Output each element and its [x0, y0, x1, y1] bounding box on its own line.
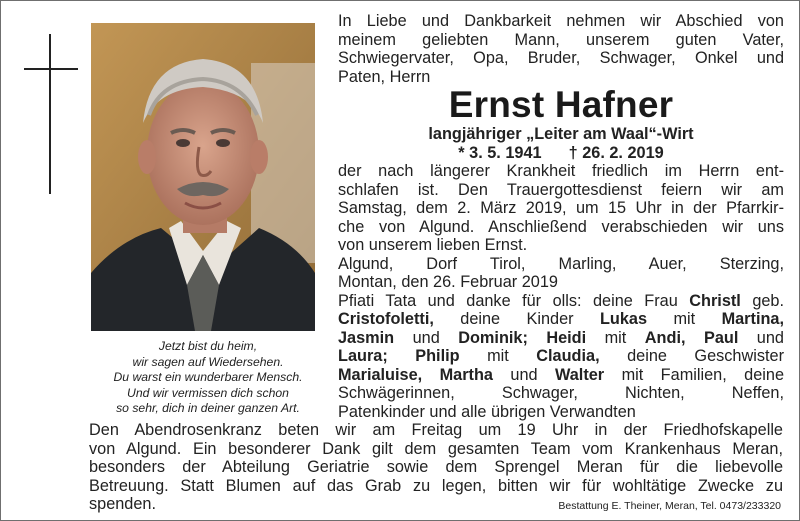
cross-icon-bar — [24, 68, 78, 70]
closing-line: von Algund. Ein besonderer Dank gilt dem gesamten Team vom Krankenhaus Meran, — [89, 439, 783, 458]
family-line: Patenkinder und alle übrigen Verwandten — [338, 402, 636, 421]
body-line: schlafen ist. Den Trauergottesdienst feiern wir am — [338, 180, 784, 199]
body-line: che von Algund. Anschließend verabschieden wir uns — [338, 217, 784, 236]
family-line: Schwägerinnen, Schwager, Nichten, Neffen, — [338, 384, 784, 402]
quote-line: so sehr, dich in deiner ganzen Art. — [116, 401, 300, 416]
family-line: Pfiati Tata und danke für olls: deine Frau Christl geb. — [338, 291, 785, 310]
birth-date: * 3. 5. 1941 — [458, 143, 542, 162]
family-line: Cristofoletti, deine Kinder Lukas mit Martina, — [338, 310, 784, 328]
intro-line: Paten, Herrn — [338, 67, 431, 86]
place-line: Algund, Dorf Tirol, Marling, Auer, Sterzing, — [338, 254, 784, 273]
closing-line: spenden. — [89, 495, 156, 513]
family-line: Laura; Philip mit Claudia, deine Geschwister — [338, 347, 784, 365]
life-dates — [338, 144, 784, 163]
memorial-quote — [89, 339, 327, 417]
funeral-home-credit: Bestattung E. Theiner, Meran, Tel. 0473/233320 — [558, 500, 781, 512]
cross-icon — [49, 34, 51, 194]
family-line: Marialuise, Martha und Walter mit Familien, deine — [338, 365, 784, 384]
family-line: Jasmin und Dominik; Heidi mit Andi, Paul und — [338, 328, 784, 347]
portrait-photo — [91, 23, 315, 331]
closing-line: Betreuung. Statt Blumen auf das Grab zu legen, bitten wir für wohltätige Zwecke zu — [89, 476, 783, 495]
deceased-name: Ernst Hafner — [448, 84, 674, 125]
quote-line: Du warst ein wunderbarer Mensch. — [113, 370, 303, 385]
quote-line: Und wir vermissen dich schon — [127, 385, 289, 400]
deceased-role: langjähriger „Leiter am Waal“-Wirt — [428, 125, 694, 143]
place-date: Montan, den 26. Februar 2019 — [338, 273, 558, 291]
intro-line: meinem geliebten Mann, unserem guten Vater, — [338, 30, 784, 49]
death-date: † 26. 2. 2019 — [568, 143, 664, 162]
intro-line: In Liebe und Dankbarkeit nehmen wir Abschied von — [338, 12, 784, 30]
intro-line: Schwiegervater, Opa, Bruder, Schwager, Onkel und — [338, 49, 784, 67]
body-line: von unserem lieben Ernst. — [338, 236, 528, 254]
closing-line: Den Abendrosenkranz beten wir am Freitag um 19 Uhr in der Friedhofskapelle — [89, 421, 783, 439]
closing-line: besonders der Abteilung Geriatrie sowie dem Sprengel Meran für die liebevolle — [89, 458, 783, 476]
quote-line: Jetzt bist du heim, — [158, 339, 258, 353]
body-line: der nach längerer Krankheit friedlich im Herrn ent- — [338, 162, 784, 180]
body-line: Samstag, dem 2. März 2019, um 15 Uhr in der Pfarrkir- — [338, 199, 784, 217]
quote-line: wir sagen auf Wiedersehen. — [132, 354, 284, 369]
